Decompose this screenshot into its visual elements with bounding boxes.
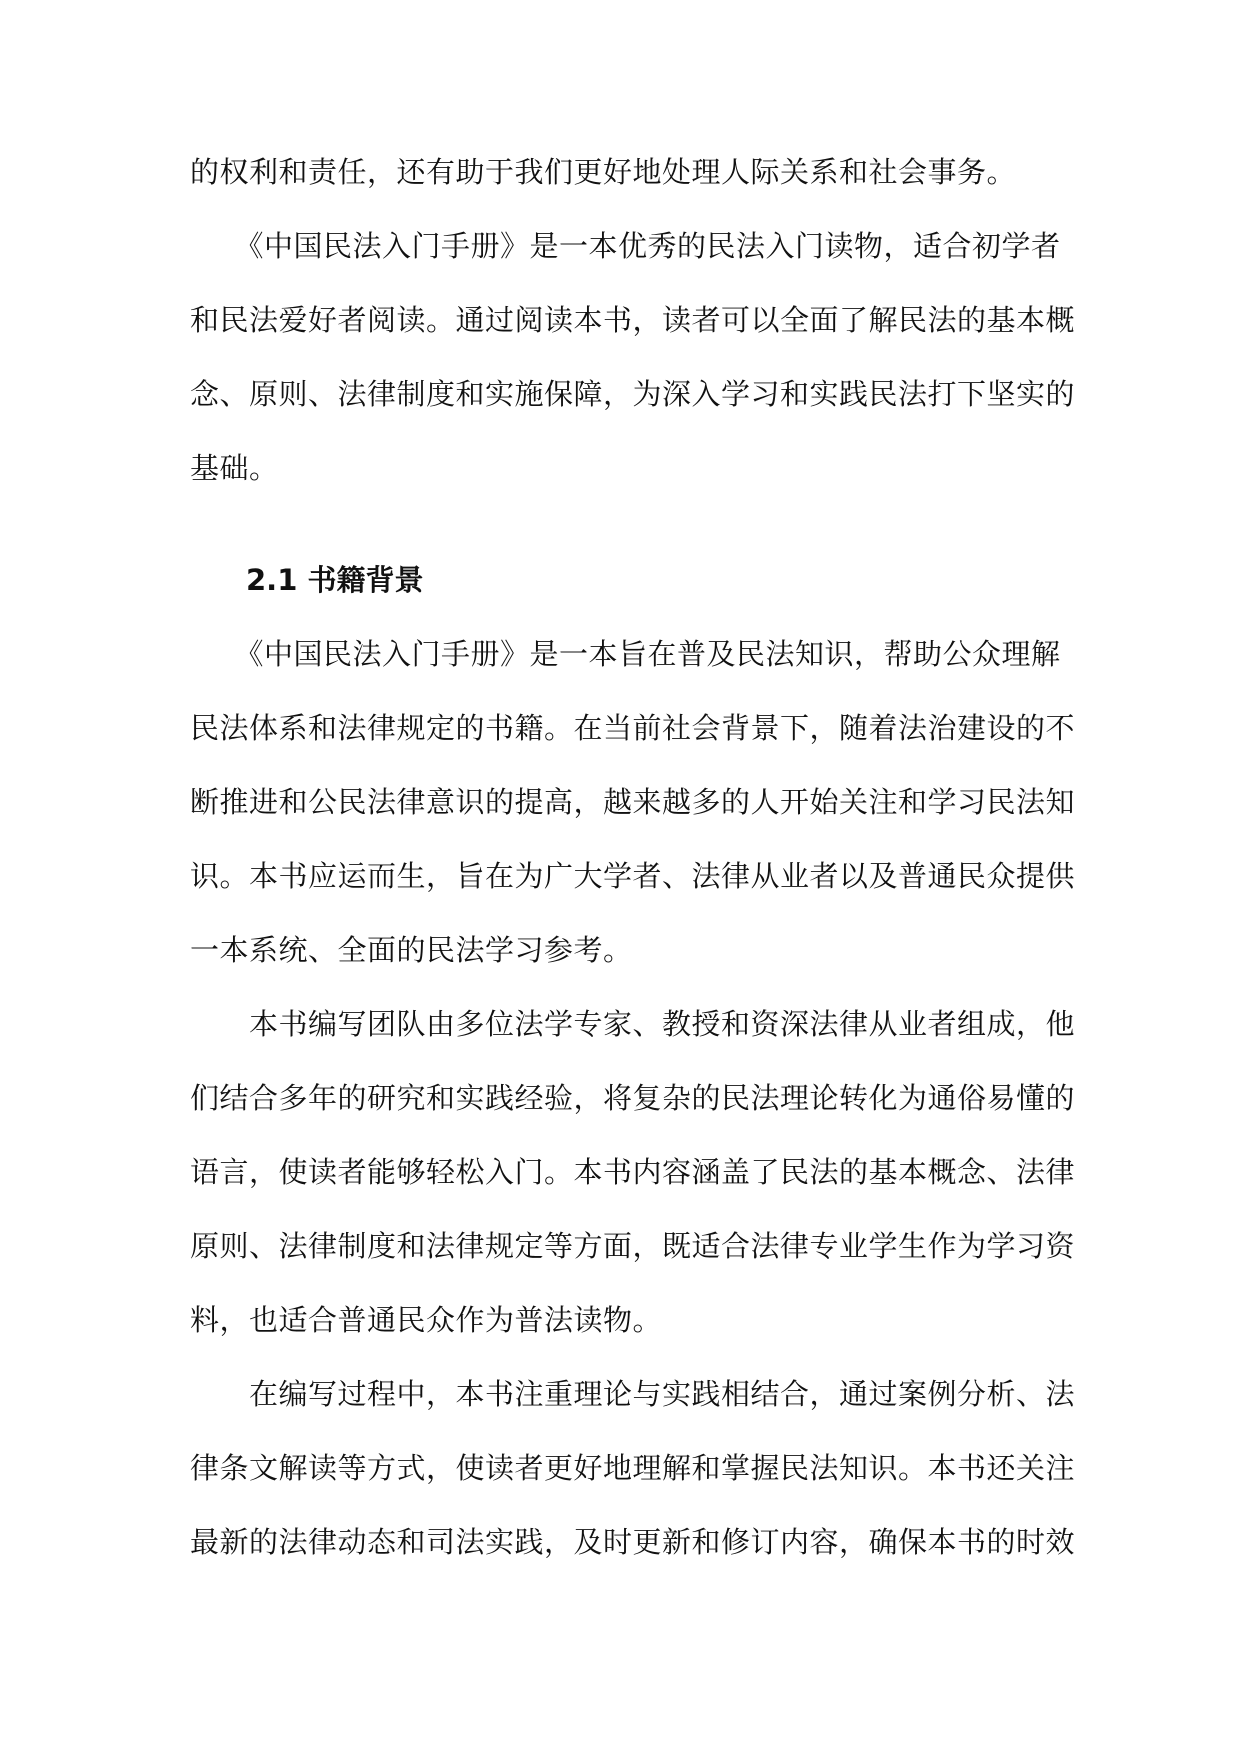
text-line-3: 和民法爱好者阅读。通过阅读本书，读者可以全面了解民法的基本概 (190, 303, 1076, 337)
text-line-2: 《中国民法入门手册》是一本优秀的民法入门读物，适合初学者 (190, 229, 1061, 263)
text-line-16: 在编写过程中，本书注重理论与实践相结合，通过案例分析、法 (190, 1377, 1076, 1411)
text-line-11: 本书编写团队由多位法学专家、教授和资深法律从业者组成，他 (190, 1007, 1076, 1041)
text-line-14: 原则、法律制度和法律规定等方面，既适合法律专业学生作为学习资 (190, 1229, 1076, 1263)
text-line-10: 一本系统、全面的民法学习参考。 (190, 933, 633, 967)
text-line-5: 基础。 (190, 451, 279, 485)
text-line-12: 们结合多年的研究和实践经验，将复杂的民法理论转化为通俗易懂的 (190, 1081, 1076, 1115)
text-line-4: 念、原则、法律制度和实施保障，为深入学习和实践民法打下坚实的 (190, 377, 1076, 411)
text-line-17: 律条文解读等方式，使读者更好地理解和掌握民法知识。本书还关注 (190, 1451, 1076, 1485)
text-line-9: 识。本书应运而生，旨在为广大学者、法律从业者以及普通民众提供 (190, 859, 1076, 893)
text-line-1: 的权利和责任，还有助于我们更好地处理人际关系和社会事务。 (190, 155, 1017, 189)
section-heading: 2.1 书籍背景 (246, 563, 424, 597)
text-line-6: 《中国民法入门手册》是一本旨在普及民法知识，帮助公众理解 (190, 637, 1061, 671)
text-line-13: 语言，使读者能够轻松入门。本书内容涵盖了民法的基本概念、法律 (190, 1155, 1076, 1189)
text-line-7: 民法体系和法律规定的书籍。在当前社会背景下，随着法治建设的不 (190, 711, 1076, 745)
text-line-18: 最新的法律动态和司法实践，及时更新和修订内容，确保本书的时效 (190, 1525, 1076, 1559)
text-line-8: 断推进和公民法律意识的提高，越来越多的人开始关注和学习民法知 (190, 785, 1076, 819)
text-line-15: 料，也适合普通民众作为普法读物。 (190, 1303, 663, 1337)
